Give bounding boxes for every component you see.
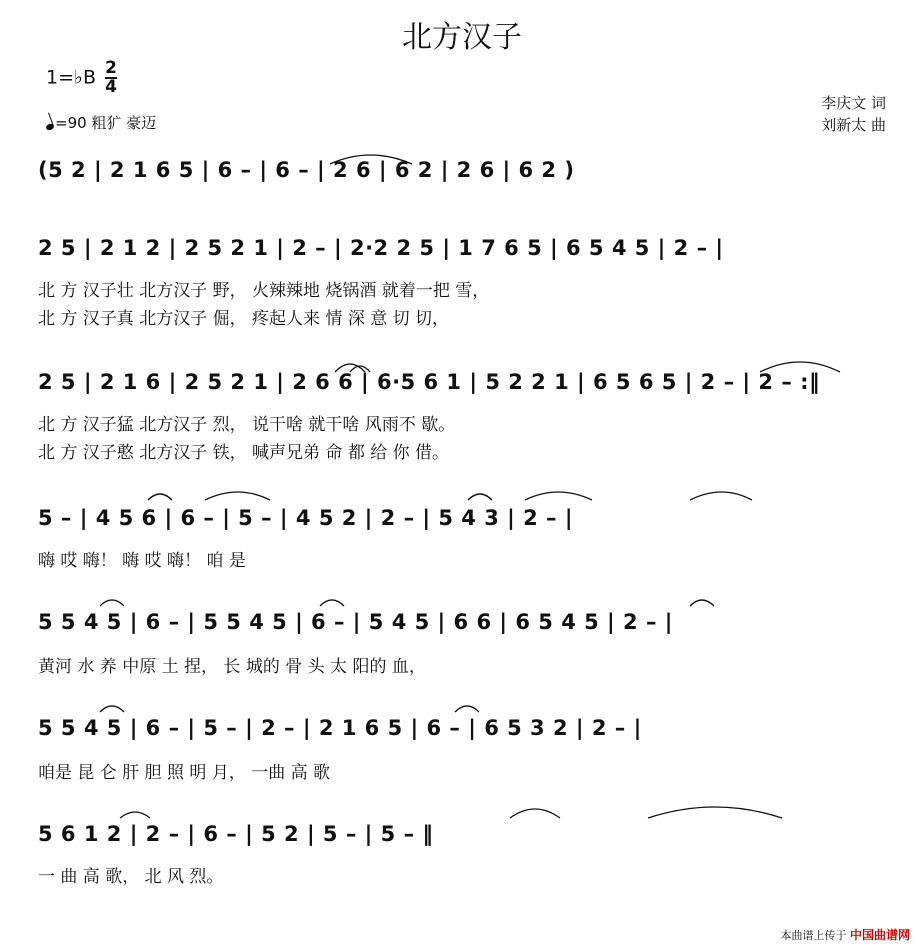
song-title: 北方汉子 — [402, 20, 522, 55]
tie-arc — [525, 492, 592, 500]
time-denominator: 4 — [105, 77, 117, 97]
notation-line: 5 5 4 5 | 6 – | 5 – | 2 – | 2 1 6 5 | 6 – | 6 5 3 2 | 2 – | — [38, 716, 642, 740]
slur-arc — [335, 364, 365, 372]
lyric-line: 北 方 汉子壮 北方汉子 野， 火辣辣地 烧锅酒 就着一把 雪， — [38, 281, 490, 301]
notation-line: 2 5 | 2 1 2 | 2 5 2 1 | 2 – | 2·2 2 5 | 1 7 6 5 | 6 5 4 5 | 2 – | — [38, 236, 724, 260]
slur-arc — [100, 706, 124, 712]
lyric-line: 咱是 昆 仑 肝 胆 照 明 月， 一曲 高 歌 — [38, 763, 331, 783]
notation-line: 2 5 | 2 1 6 | 2 5 2 1 | 2 6 6 | 6·5 6 1 | 5 2 2 1 | 6 5 6 5 | 2 – | 2 – :‖ — [38, 370, 821, 394]
lyric-line: 一 曲 高 歌， 北 风 烈。 — [38, 867, 224, 887]
notation-line: 5 5 4 5 | 6 – | 5 5 4 5 | 6 – | 5 4 5 | 6 6 | 6 5 4 5 | 2 – | — [38, 610, 673, 634]
slur-arc — [148, 494, 172, 500]
slur-arc — [468, 494, 492, 500]
tie-arc — [760, 362, 840, 372]
time-numerator: 2 — [105, 58, 117, 78]
slur-arc — [510, 809, 560, 818]
key-label: 1=♭B — [46, 66, 97, 89]
lyricist-credit: 李庆文 词 — [821, 94, 886, 112]
footer-text: 本曲谱上传于 — [780, 929, 847, 942]
lyric-line: 黄河 水 养 中原 土 捏， 长 城的 骨 头 太 阳的 血， — [38, 657, 426, 677]
site-logo[interactable]: 中国曲谱网 — [849, 928, 910, 942]
slur-arc — [455, 706, 479, 712]
notation-line: (5 2 | 2 1 6 5 | 6 – | 6 – | 2 6 | 6 2 | 2 6 | 6 2 ) — [38, 158, 575, 182]
lyric-line: 北 方 汉子真 北方汉子 倔， 疼起人来 情 深 意 切 切， — [38, 309, 450, 329]
tempo-text: =90 粗犷 豪迈 — [55, 114, 157, 132]
slur-arc — [690, 600, 714, 606]
tie-arc — [690, 492, 752, 500]
tie-arc — [330, 155, 412, 164]
lyric-line: 北 方 汉子憨 北方汉子 铁， 喊声兄弟 命 都 给 你 借。 — [38, 443, 450, 463]
lyric-line: 北 方 汉子猛 北方汉子 烈， 说干啥 就干啥 风雨不 歇。 — [38, 415, 456, 435]
composer-credit: 刘新太 曲 — [821, 116, 886, 134]
tie-arc — [205, 492, 270, 500]
lyric-line: 嗨 哎 嗨！ 嗨 哎 嗨！ 咱 是 — [38, 551, 246, 571]
notation-line: 5 6 1 2 | 2 – | 6 – | 5 2 | 5 – | 5 – ‖ — [38, 822, 434, 846]
notation-line: 5 – | 4 5 6 | 6 – | 5 – | 4 5 2 | 2 – | 5 4 3 | 2 – | — [38, 506, 574, 530]
slur-arc — [100, 600, 124, 606]
tie-arc — [648, 807, 782, 818]
footer-credit — [780, 926, 910, 943]
slur-arc — [120, 812, 150, 818]
slur-arc — [320, 600, 344, 606]
